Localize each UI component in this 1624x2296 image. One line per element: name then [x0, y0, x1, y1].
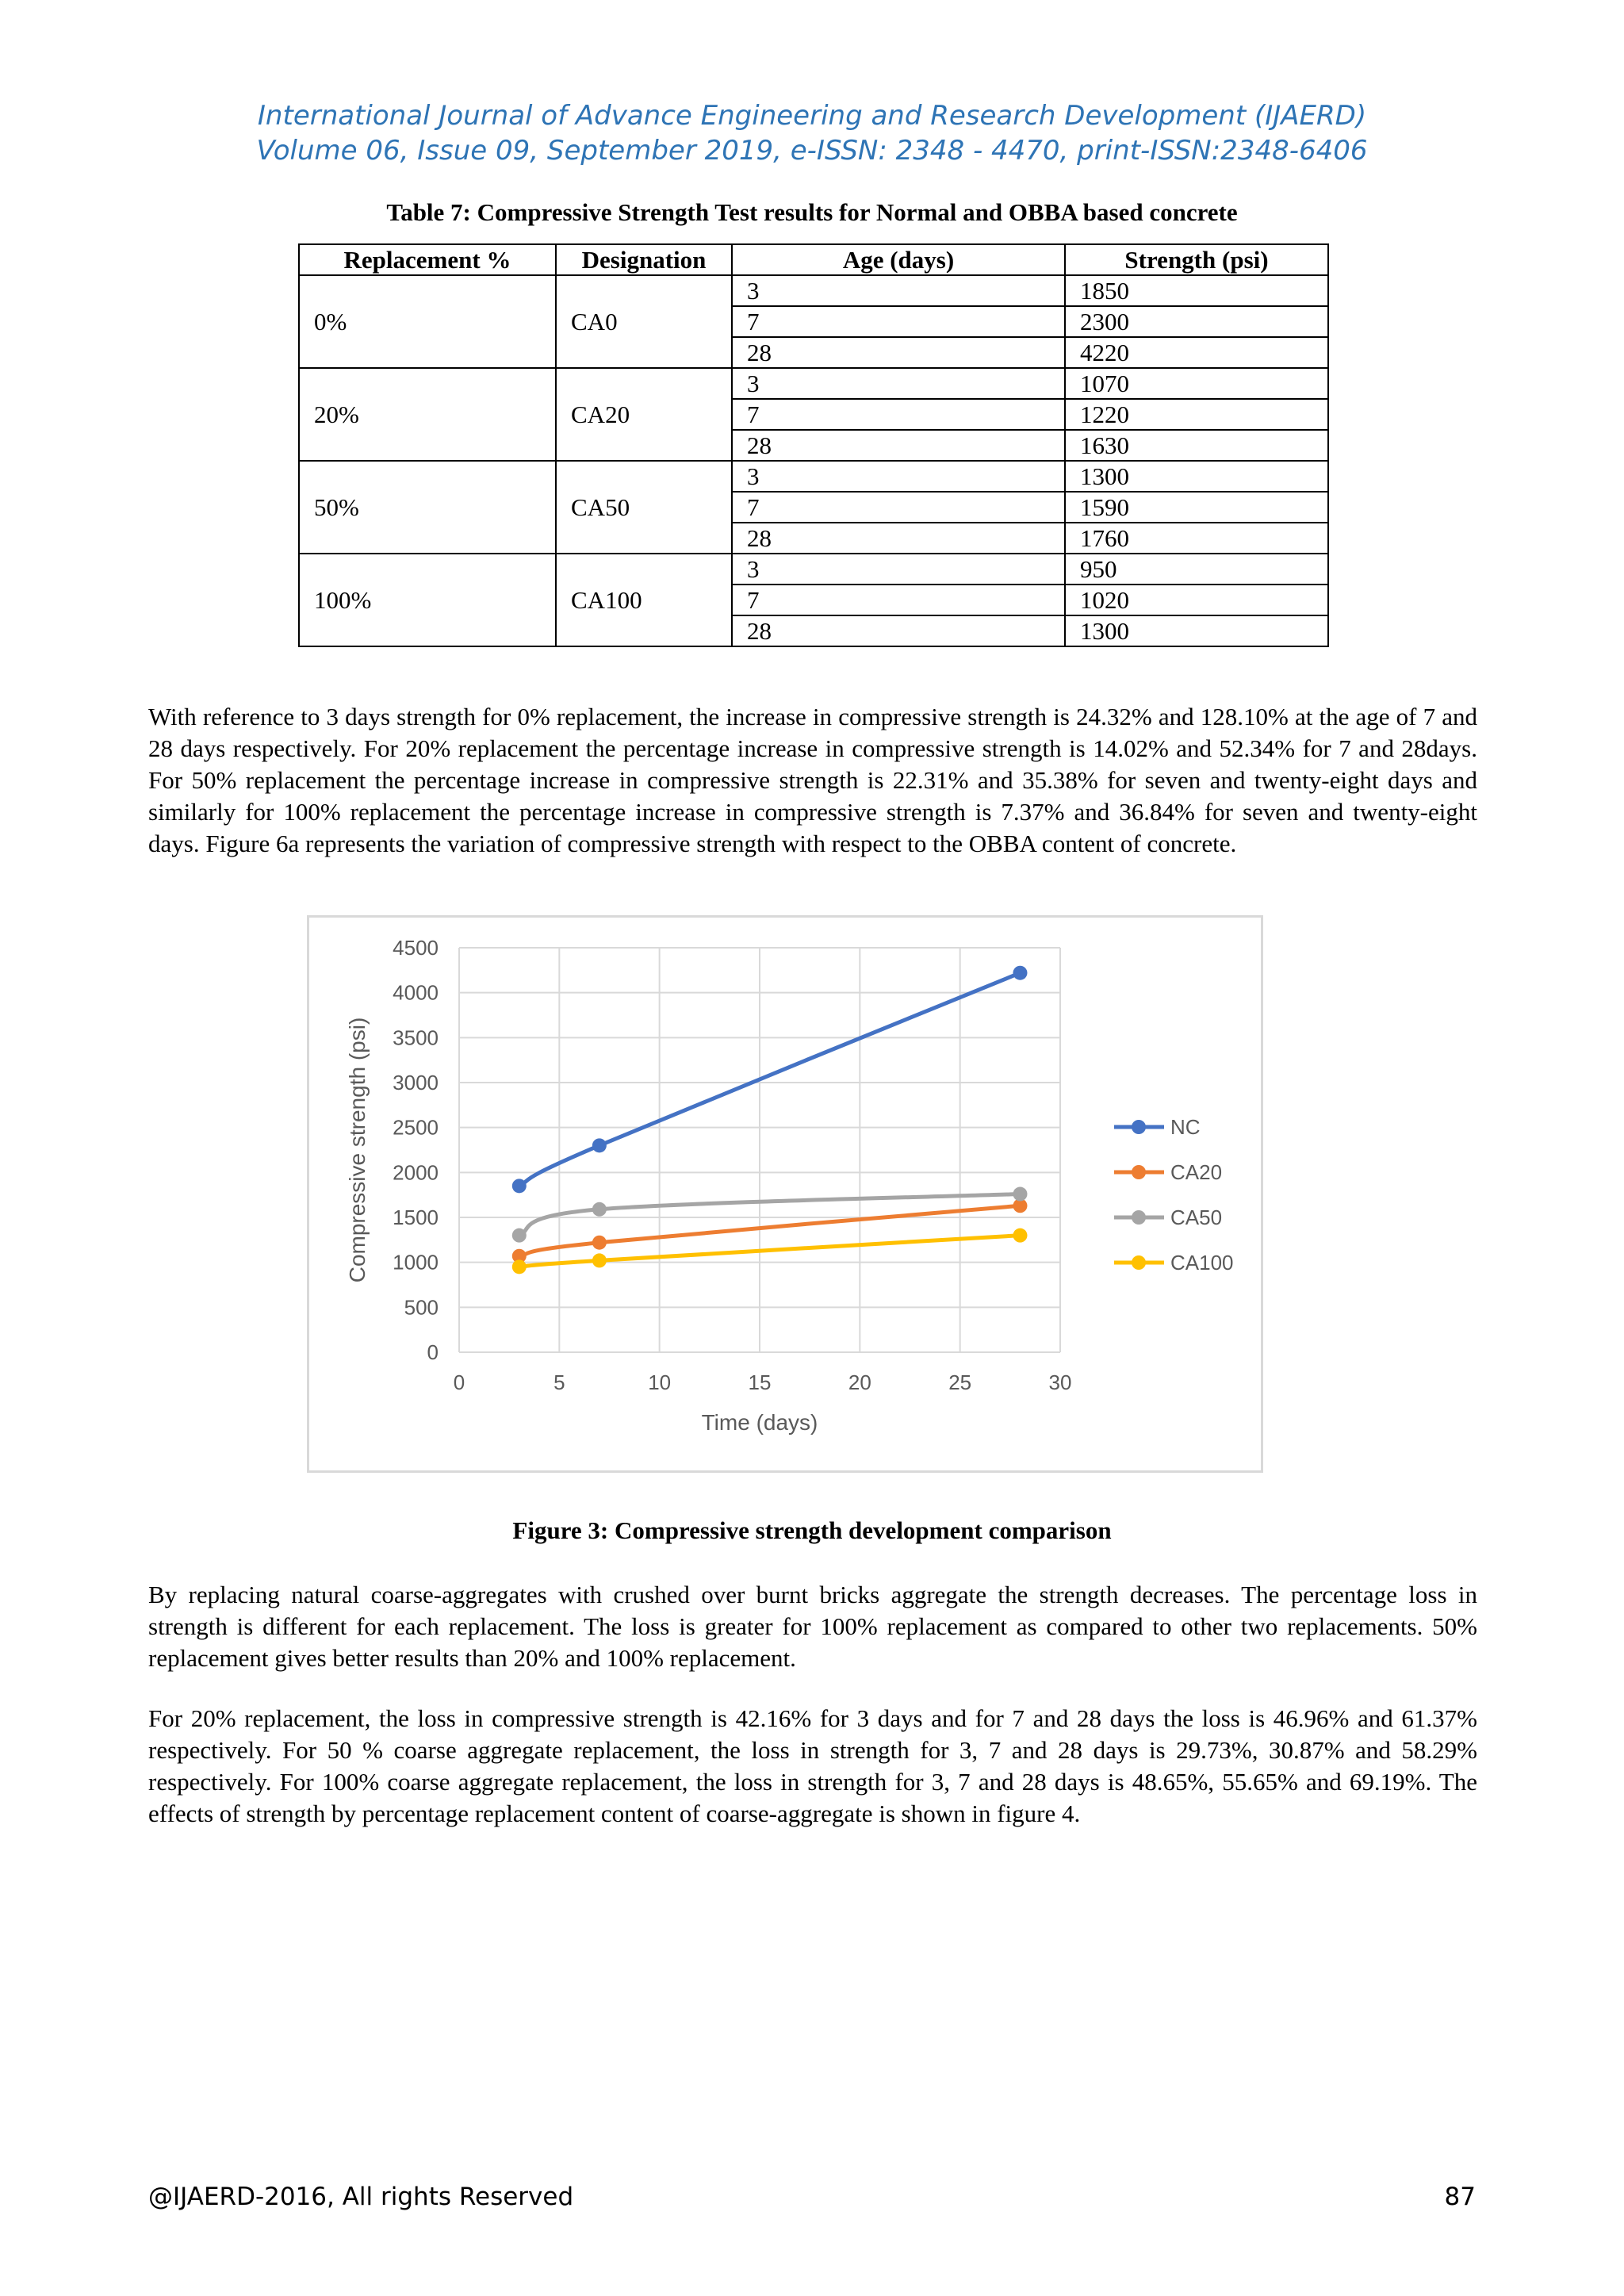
x-tick-label: 25: [948, 1370, 972, 1394]
table-row: [299, 368, 1328, 399]
cell-replacement: 100%: [299, 554, 556, 646]
cell-designation: CA100: [556, 554, 732, 646]
legend-label-ca20: CA20: [1170, 1160, 1223, 1184]
y-tick-label: 2500: [393, 1115, 439, 1140]
cell-replacement: 0%: [299, 275, 556, 368]
table-row: [299, 461, 1328, 492]
cell-age: 28: [732, 523, 1065, 554]
data-point-nc: [1013, 966, 1027, 980]
x-tick-label: 0: [453, 1370, 465, 1394]
col-header-strength: Strength (psi): [1065, 244, 1328, 275]
journal-issue-info: Volume 06, Issue 09, September 2019, e-ISSN: 2348 - 4470, print-ISSN:2348-6406: [256, 135, 1368, 167]
legend-label-ca100: CA100: [1170, 1251, 1234, 1274]
cell-age: 7: [732, 492, 1065, 523]
cell-strength: 1070: [1065, 368, 1328, 399]
cell-strength: 4220: [1065, 337, 1328, 368]
legend-marker-ca100: [1132, 1255, 1146, 1270]
journal-title: International Journal of Advance Engineering and Research Development (IJAERD): [257, 100, 1367, 132]
cell-age: 3: [732, 275, 1065, 306]
cell-strength: 1630: [1065, 430, 1328, 461]
series-line-nc: [519, 973, 1021, 1186]
page-number: 87: [1444, 2183, 1476, 2211]
col-header-replacement: Replacement %: [299, 244, 556, 275]
strength-table: [298, 243, 1329, 647]
y-tick-label: 3000: [393, 1071, 439, 1094]
data-point-ca50: [592, 1202, 607, 1217]
x-tick-label: 15: [748, 1370, 772, 1394]
cell-designation: CA50: [556, 461, 732, 554]
data-point-nc: [512, 1179, 527, 1193]
cell-strength: 1020: [1065, 585, 1328, 615]
x-tick-label: 10: [648, 1370, 672, 1394]
y-tick-label: 2000: [393, 1160, 439, 1185]
data-point-ca100: [512, 1259, 527, 1274]
x-tick-label: 20: [848, 1370, 871, 1394]
cell-strength: 2300: [1065, 306, 1328, 337]
y-tick-label: 4000: [393, 980, 439, 1005]
y-tick-label: 3500: [393, 1025, 439, 1050]
table-row: [299, 275, 1328, 306]
cell-strength: 1300: [1065, 615, 1328, 646]
paragraph-strength-decrease: By replacing natural coarse-aggregates with crushed over burnt bricks aggregate the strength decreases. The percentage loss in strength is different for each replacement. The loss is greater for 100% replacement as compared to other two replacements. 50% replacement gives better results than 20% and 100% replacement.: [148, 1581, 1477, 1672]
paragraph-strength-increase: With reference to 3 days strength for 0% replacement, the increase in compressive strength is 24.32% and 128.10% at the age of 7 and 28 days respectively. For 20% replacement the percentage increase in compressive strength is 14.02% and 52.34% for 7 and 28days. For 50% replacement the percentage increase in compressive strength is 22.31% and 35.38% for seven and twenty-eight days and similarly for 100% replacement the percentage increase in compressive strength is 7.37% and 36.84% for seven and twenty-eight days. Figure 6a represents the variation of compressive strength with respect to the OBBA content of concrete.: [148, 703, 1477, 857]
cell-strength: 1850: [1065, 275, 1328, 306]
cell-strength: 950: [1065, 554, 1328, 585]
cell-strength: 1220: [1065, 399, 1328, 430]
data-point-ca100: [1013, 1228, 1027, 1243]
cell-strength: 1300: [1065, 461, 1328, 492]
cell-strength: 1760: [1065, 523, 1328, 554]
data-point-ca20: [592, 1236, 607, 1250]
cell-age: 7: [732, 399, 1065, 430]
cell-strength: 1590: [1065, 492, 1328, 523]
cell-age: 3: [732, 461, 1065, 492]
data-point-nc: [592, 1138, 607, 1152]
figure-caption: Figure 3: Compressive strength development comparison: [512, 1516, 1112, 1544]
cell-designation: CA20: [556, 368, 732, 461]
y-tick-label: 4500: [393, 936, 439, 960]
data-point-ca50: [512, 1228, 527, 1243]
table-row: [299, 554, 1328, 585]
legend-marker-ca50: [1132, 1210, 1146, 1225]
cell-designation: CA0: [556, 275, 732, 368]
paragraph-strength-loss: For 20% replacement, the loss in compressive strength is 42.16% for 3 days and for 7 and 28 days the loss is 46.96% and 61.37% respectively. For 50 % coarse aggregate replacement, the loss in strength for 3, 7 and 28 days is 29.73%, 30.87% and 58.29% respectively. For 100% coarse aggregate replacement, the loss in strength for 3, 7 and 28 days is 48.65%, 55.65% and 69.19%. The effects of strength by percentage replacement content of coarse-aggregate is shown in figure 4.: [148, 1704, 1477, 1827]
chart-svg: [309, 918, 1261, 1470]
cell-age: 28: [732, 337, 1065, 368]
col-header-designation: Designation: [556, 244, 732, 275]
cell-age: 3: [732, 368, 1065, 399]
x-axis-label: Time (days): [701, 1410, 818, 1435]
y-tick-label: 0: [427, 1340, 439, 1364]
y-tick-label: 1500: [393, 1205, 439, 1229]
legend-label-ca50: CA50: [1170, 1205, 1223, 1229]
cell-age: 7: [732, 585, 1065, 615]
legend-marker-ca20: [1132, 1165, 1146, 1179]
data-point-ca100: [592, 1253, 607, 1267]
x-tick-label: 5: [553, 1370, 565, 1394]
legend-label-nc: NC: [1170, 1115, 1201, 1139]
y-tick-label: 1000: [393, 1250, 439, 1274]
cell-age: 28: [732, 615, 1065, 646]
y-tick-label: 500: [404, 1295, 439, 1320]
cell-age: 7: [732, 306, 1065, 337]
y-axis-label: Compressive strength (psi): [345, 1017, 370, 1283]
x-tick-label: 30: [1048, 1370, 1072, 1394]
cell-age: 28: [732, 430, 1065, 461]
table-header-row: [299, 244, 1328, 275]
cell-age: 3: [732, 554, 1065, 585]
footer-copyright: @IJAERD-2016, All rights Reserved: [148, 2183, 574, 2211]
data-point-ca50: [1013, 1187, 1027, 1202]
table-caption: Table 7: Compressive Strength Test results for Normal and OBBA based concrete: [386, 198, 1238, 226]
cell-replacement: 20%: [299, 368, 556, 461]
strength-chart: [307, 915, 1263, 1473]
cell-replacement: 50%: [299, 461, 556, 554]
legend-marker-nc: [1132, 1120, 1146, 1134]
col-header-age: Age (days): [732, 244, 1065, 275]
